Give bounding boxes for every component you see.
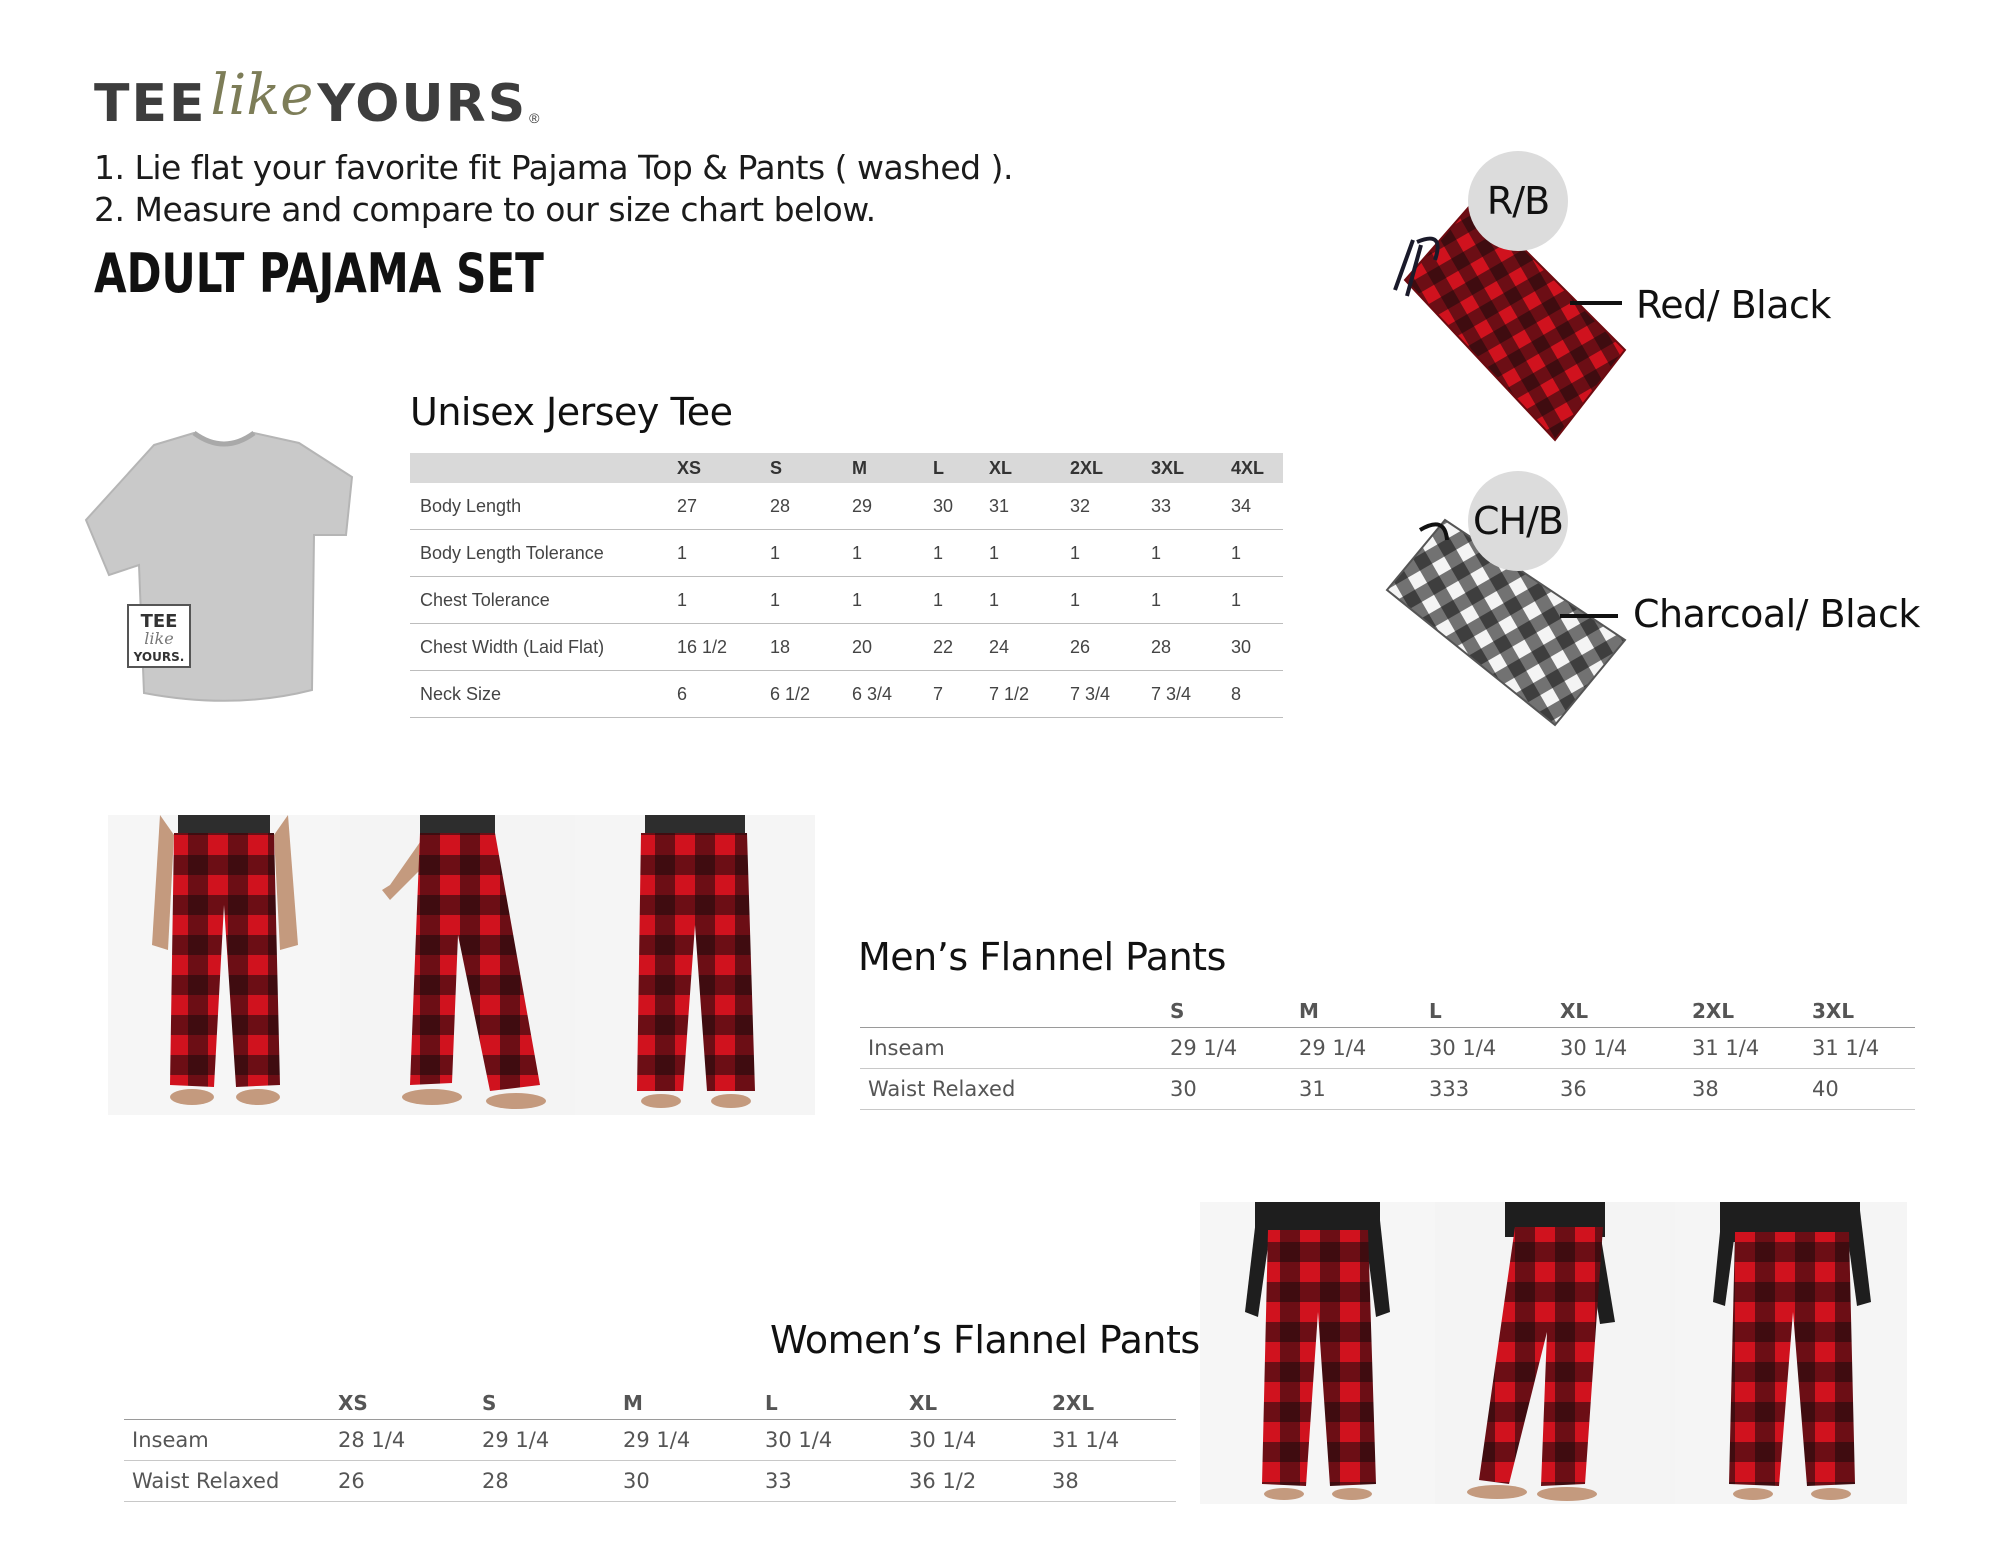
cell: 16 1/2 xyxy=(669,624,762,671)
instruction-2: 2. Measure and compare to our size chart below. xyxy=(94,190,876,229)
tee-size-table xyxy=(410,453,1283,718)
cell: 1 xyxy=(844,530,925,577)
cell: 30 xyxy=(925,483,981,530)
cell: 20 xyxy=(844,624,925,671)
brand-logo xyxy=(94,60,540,134)
swatch-code-charcoal-black: CH/B xyxy=(1468,471,1568,571)
mens-size-header: 2XL xyxy=(1684,995,1804,1028)
cell: 7 1/2 xyxy=(981,671,1062,718)
row-label: Chest Width (Laid Flat) xyxy=(410,624,669,671)
cell: 1 xyxy=(1223,577,1283,624)
cell: 1 xyxy=(762,530,844,577)
table-row xyxy=(860,1028,1915,1069)
womens-size-header: M xyxy=(615,1387,757,1420)
womens-size-header: XL xyxy=(901,1387,1044,1420)
tee-logo-text-3: YOURS. xyxy=(133,650,185,664)
row-label: Inseam xyxy=(860,1028,1162,1069)
cell: 36 1/2 xyxy=(901,1461,1044,1502)
cell: 7 xyxy=(925,671,981,718)
cell: 28 1/4 xyxy=(330,1420,474,1461)
mens-size-header: 3XL xyxy=(1804,995,1915,1028)
cell: 1 xyxy=(925,577,981,624)
womens-size-header: 2XL xyxy=(1044,1387,1176,1420)
cell: 1 xyxy=(1062,577,1143,624)
table-row xyxy=(410,530,1283,577)
mens-section-title: Men’s Flannel Pants xyxy=(858,935,1226,979)
cell: 1 xyxy=(1143,530,1223,577)
tee-shirt-image xyxy=(84,425,354,705)
cell: 1 xyxy=(925,530,981,577)
cell: 31 1/4 xyxy=(1684,1028,1804,1069)
cell: 26 xyxy=(330,1461,474,1502)
tee-header-blank xyxy=(410,453,669,483)
cell: 333 xyxy=(1421,1069,1552,1110)
cell: 28 xyxy=(474,1461,615,1502)
cell: 8 xyxy=(1223,671,1283,718)
cell: 29 1/4 xyxy=(474,1420,615,1461)
registered-mark: ® xyxy=(529,110,540,126)
row-label: Chest Tolerance xyxy=(410,577,669,624)
cell: 1 xyxy=(981,577,1062,624)
cell: 22 xyxy=(925,624,981,671)
table-row xyxy=(410,577,1283,624)
tee-logo-text-2: like xyxy=(144,629,174,648)
tee-size-header: XS xyxy=(669,453,762,483)
mens-pants-side-photo xyxy=(340,815,575,1115)
cell: 33 xyxy=(757,1461,901,1502)
tee-size-header: M xyxy=(844,453,925,483)
tee-header-row xyxy=(410,453,1283,483)
table-row xyxy=(410,483,1283,530)
brand-part-2: like xyxy=(210,63,314,128)
cell: 30 xyxy=(1223,624,1283,671)
mens-header-blank xyxy=(860,995,1162,1028)
cell: 1 xyxy=(1223,530,1283,577)
cell: 30 1/4 xyxy=(1421,1028,1552,1069)
cell: 29 1/4 xyxy=(1291,1028,1421,1069)
cell: 7 3/4 xyxy=(1062,671,1143,718)
cell: 1 xyxy=(1062,530,1143,577)
tee-section-title: Unisex Jersey Tee xyxy=(410,390,733,434)
cell: 38 xyxy=(1684,1069,1804,1110)
cell: 28 xyxy=(762,483,844,530)
mens-size-table xyxy=(860,995,1915,1110)
cell: 33 xyxy=(1143,483,1223,530)
tee-size-header: XL xyxy=(981,453,1062,483)
tee-size-header: 2XL xyxy=(1062,453,1143,483)
womens-size-header: XS xyxy=(330,1387,474,1420)
row-label: Neck Size xyxy=(410,671,669,718)
womens-size-header: L xyxy=(757,1387,901,1420)
cell: 1 xyxy=(1143,577,1223,624)
cell: 32 xyxy=(1062,483,1143,530)
brand-part-3: YOURS xyxy=(317,74,528,134)
cell: 31 1/4 xyxy=(1804,1028,1915,1069)
tee-logo-text-1: TEE xyxy=(140,611,178,632)
cell: 24 xyxy=(981,624,1062,671)
tee-size-header: 4XL xyxy=(1223,453,1283,483)
cell: 30 1/4 xyxy=(757,1420,901,1461)
womens-header-blank xyxy=(124,1387,330,1420)
cell: 27 xyxy=(669,483,762,530)
womens-pants-side-photo xyxy=(1435,1202,1675,1504)
cell: 30 xyxy=(615,1461,757,1502)
tee-size-header: 3XL xyxy=(1143,453,1223,483)
womens-header-row xyxy=(124,1387,1176,1420)
cell: 6 3/4 xyxy=(844,671,925,718)
row-label: Body Length Tolerance xyxy=(410,530,669,577)
womens-size-header: S xyxy=(474,1387,615,1420)
swatch-code-red-black: R/B xyxy=(1468,151,1568,251)
page-title: ADULT PAJAMA SET xyxy=(94,242,544,305)
womens-size-table xyxy=(124,1387,1176,1502)
cell: 26 xyxy=(1062,624,1143,671)
table-row xyxy=(410,671,1283,718)
cell: 29 1/4 xyxy=(615,1420,757,1461)
cell: 1 xyxy=(844,577,925,624)
mens-size-header: L xyxy=(1421,995,1552,1028)
swatch-leader-line xyxy=(1560,614,1618,618)
cell: 29 1/4 xyxy=(1162,1028,1291,1069)
cell: 1 xyxy=(669,577,762,624)
swatch-leader-line xyxy=(1570,301,1622,305)
tee-size-header: L xyxy=(925,453,981,483)
table-row xyxy=(124,1461,1176,1502)
mens-size-header: XL xyxy=(1552,995,1684,1028)
cell: 6 1/2 xyxy=(762,671,844,718)
cell: 30 1/4 xyxy=(901,1420,1044,1461)
mens-pants-back-photo xyxy=(575,815,815,1115)
table-row xyxy=(410,624,1283,671)
womens-section-title: Women’s Flannel Pants xyxy=(770,1318,1200,1362)
mens-size-header: S xyxy=(1162,995,1291,1028)
instruction-1: 1. Lie flat your favorite fit Pajama Top & Pants ( washed ). xyxy=(94,148,1013,187)
cell: 1 xyxy=(762,577,844,624)
womens-pants-back-photo xyxy=(1675,1202,1907,1504)
cell: 1 xyxy=(981,530,1062,577)
cell: 31 xyxy=(981,483,1062,530)
row-label: Inseam xyxy=(124,1420,330,1461)
swatch-name-charcoal-black: Charcoal/ Black xyxy=(1633,592,1920,636)
cell: 29 xyxy=(844,483,925,530)
row-label: Waist Relaxed xyxy=(124,1461,330,1502)
mens-size-header: M xyxy=(1291,995,1421,1028)
cell: 38 xyxy=(1044,1461,1176,1502)
cell: 34 xyxy=(1223,483,1283,530)
table-row xyxy=(124,1420,1176,1461)
mens-pants-front-photo xyxy=(108,815,340,1115)
cell: 7 3/4 xyxy=(1143,671,1223,718)
table-row xyxy=(860,1069,1915,1110)
swatch-name-red-black: Red/ Black xyxy=(1636,283,1831,327)
cell: 31 xyxy=(1291,1069,1421,1110)
cell: 40 xyxy=(1804,1069,1915,1110)
cell: 31 1/4 xyxy=(1044,1420,1176,1461)
cell: 36 xyxy=(1552,1069,1684,1110)
brand-part-1: TEE xyxy=(94,74,207,134)
cell: 28 xyxy=(1143,624,1223,671)
row-label: Waist Relaxed xyxy=(860,1069,1162,1110)
row-label: Body Length xyxy=(410,483,669,530)
tee-size-header: S xyxy=(762,453,844,483)
mens-header-row xyxy=(860,995,1915,1028)
womens-pants-front-photo xyxy=(1200,1202,1435,1504)
cell: 30 1/4 xyxy=(1552,1028,1684,1069)
cell: 30 xyxy=(1162,1069,1291,1110)
cell: 6 xyxy=(669,671,762,718)
cell: 18 xyxy=(762,624,844,671)
cell: 1 xyxy=(669,530,762,577)
